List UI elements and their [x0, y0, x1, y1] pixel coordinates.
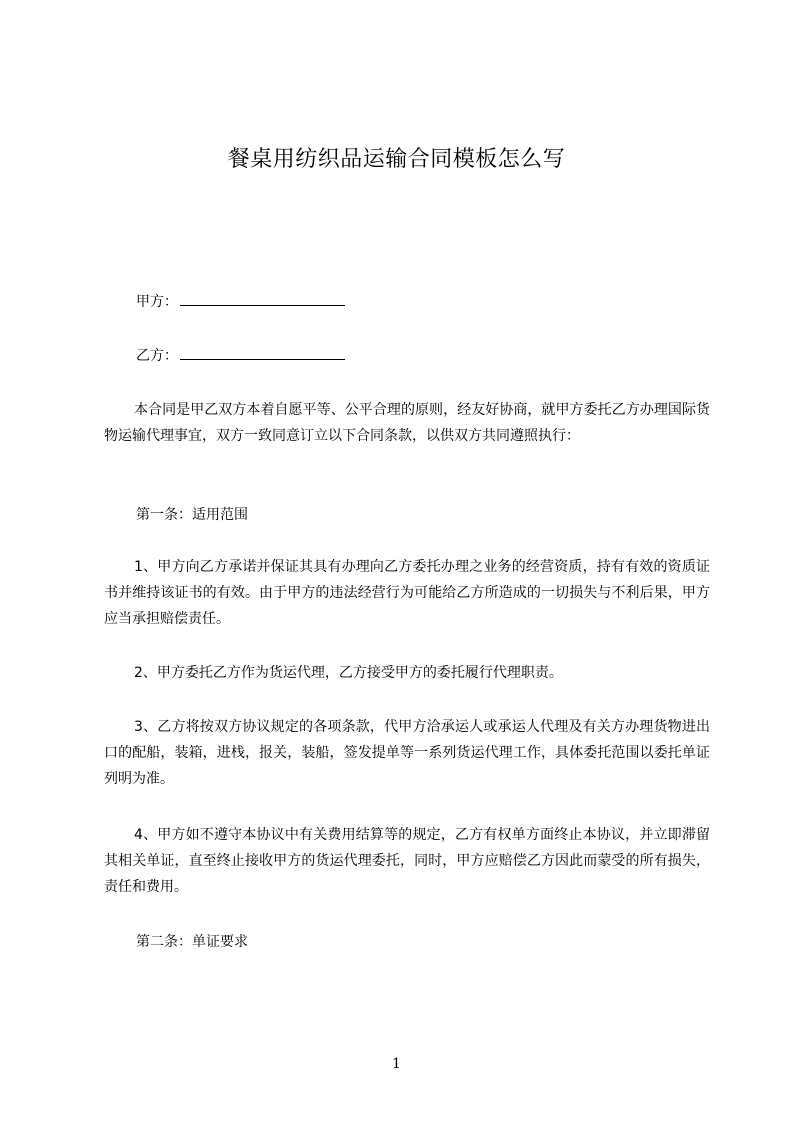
article-2-heading: 第二条：单证要求 — [136, 934, 248, 950]
article-1-heading: 第一条：适用范围 — [136, 507, 248, 523]
party-b-label: 乙方： — [136, 348, 178, 364]
party-a-line — [136, 291, 345, 311]
party-a-label: 甲方： — [136, 294, 178, 310]
page-number: 1 — [392, 1056, 401, 1072]
party-b-blank — [180, 345, 345, 360]
clause-4-paragraph: 4、甲方如不遵守本协议中有关费用结算等的规定，乙方有权单方面终止本协议，并立即滞留其相关单证，直至终止接收甲方的货运代理委托，同时，甲方应赔偿乙方因此而蒙受的所有损失，责任和费用。 — [104, 827, 710, 895]
document-title: 餐桌用纺织品运输合同模板怎么写 — [227, 147, 566, 172]
clause-3-paragraph: 3、乙方将按双方协议规定的各项条款，代甲方洽承运人或承运人代理及有关方办理货物进出口的配船，装箱，进栈，报关，装船，签发提单等一系列货运代理工作，具体委托范围以委托单证列明为准。 — [104, 719, 710, 787]
party-a-blank — [180, 291, 345, 306]
intro-paragraph: 本合同是甲乙双方本着自愿平等、公平合理的原则，经友好协商，就甲方委托乙方办理国际货物运输代理事宜，双方一致同意订立以下合同条款，以供双方共同遵照执行： — [104, 402, 710, 444]
clause-1-paragraph: 1、甲方向乙方承诺并保证其具有办理向乙方委托办理之业务的经营资质，持有有效的资质证书并维持该证书的有效。由于甲方的违法经营行为可能给乙方所造成的一切损失与不利后果，甲方应当承担赔偿责任。 — [104, 559, 710, 627]
party-b-line — [136, 345, 345, 365]
clause-2-paragraph: 2、甲方委托乙方作为货运代理，乙方接受甲方的委托履行代理职责。 — [134, 665, 563, 681]
